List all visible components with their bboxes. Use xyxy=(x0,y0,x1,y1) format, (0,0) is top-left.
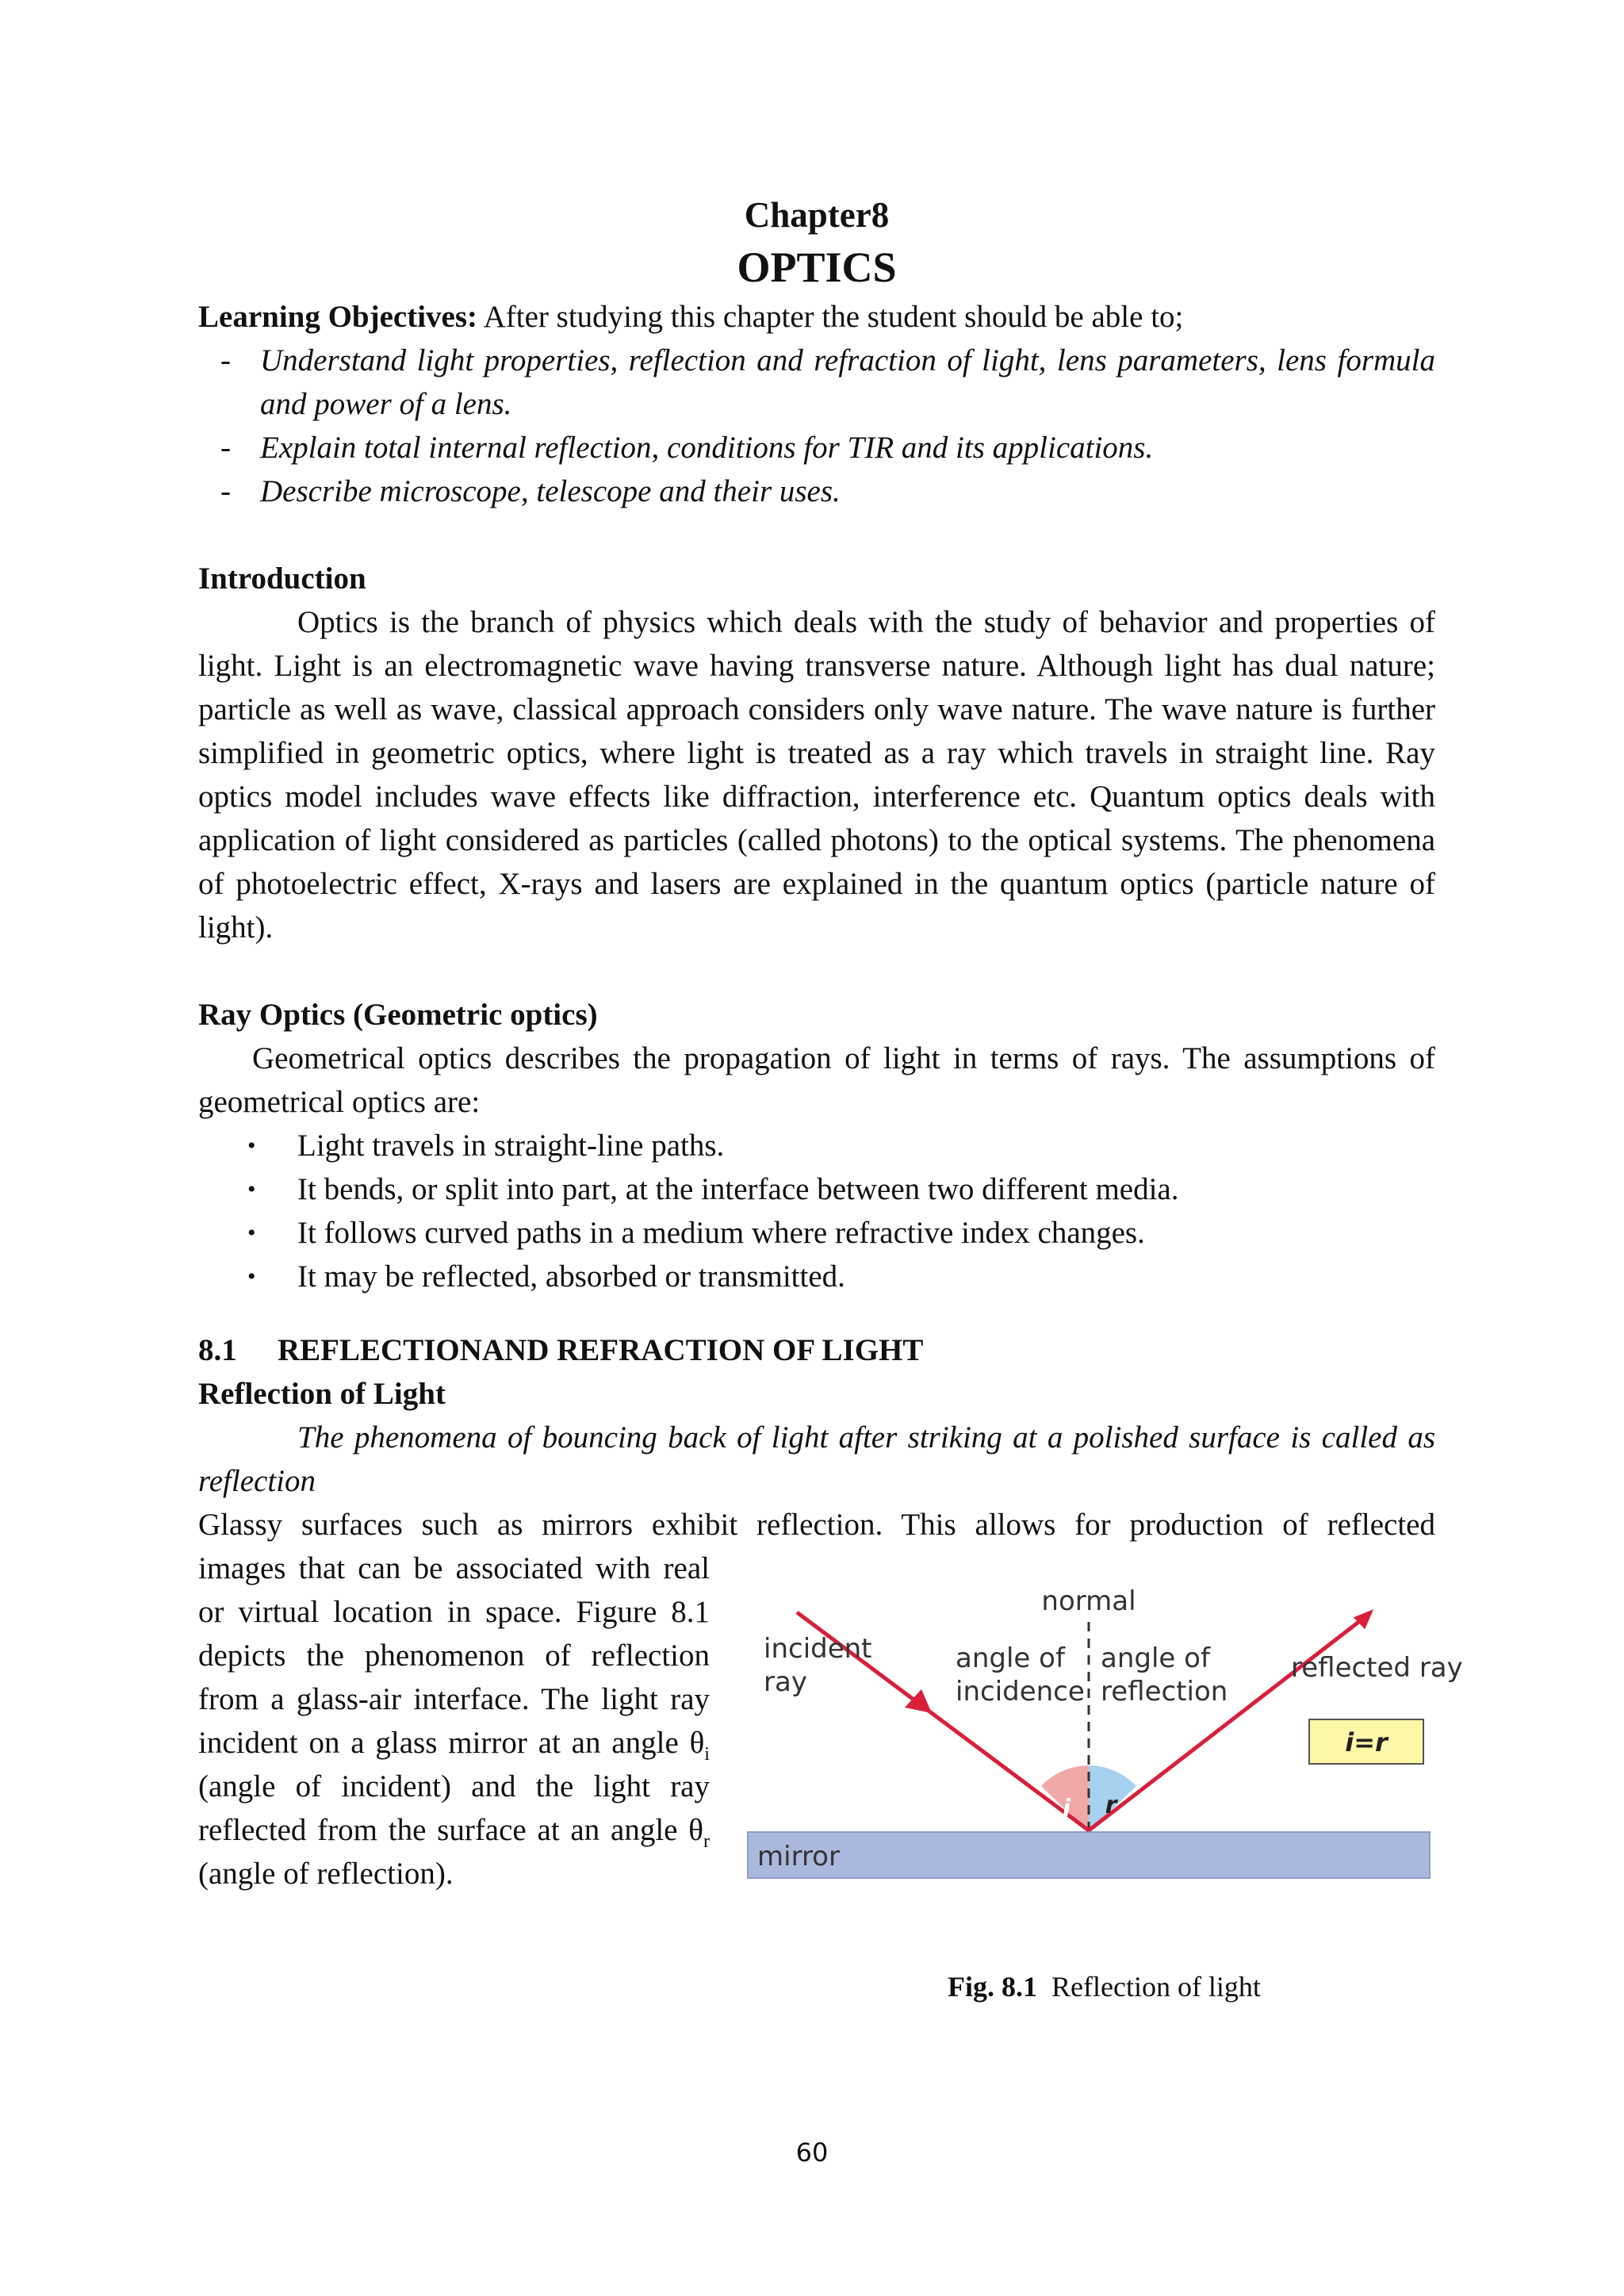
angle-reflection-label-1: angle of xyxy=(1101,1642,1210,1674)
assumption-text: It may be reflected, absorbed or transmitted. xyxy=(297,1259,845,1294)
section-title: REFLECTIONAND REFRACTION OF LIGHT xyxy=(278,1333,924,1367)
chapter-number: Chapter8 xyxy=(744,195,890,235)
ray-optics-heading: Ray Optics (Geometric optics) xyxy=(198,998,598,1032)
assumptions-list xyxy=(198,1124,1435,1298)
incident-label-2: ray xyxy=(764,1666,807,1698)
figure-wrap xyxy=(198,1547,1463,1895)
bullet-marker: • xyxy=(247,1263,256,1290)
reflection-diagram xyxy=(740,1578,1463,1895)
caption-text: Reflection of light xyxy=(1051,1971,1261,2003)
section-heading xyxy=(198,1328,1435,1372)
reflection-subheading: Reflection of Light xyxy=(198,1377,446,1411)
objective-text: Understand light properties, reflection and refraction of light, lens parameters, lens formula and power of a lens. xyxy=(260,343,1435,421)
assumption-item xyxy=(198,1124,1435,1167)
reflection-figure xyxy=(740,1578,1463,1895)
angle-incidence-label-2: incidence xyxy=(956,1676,1085,1708)
chapter-title: OPTICS xyxy=(737,243,897,291)
objectives-paragraph xyxy=(198,295,1435,339)
caption-label: Fig. 8.1 xyxy=(948,1971,1037,2003)
objective-item xyxy=(198,339,1435,426)
assumption-text: It bends, or split into part, at the interface between two different media. xyxy=(297,1172,1179,1206)
section-number: 8.1 xyxy=(198,1333,237,1367)
objective-text: Describe microscope, telescope and their uses. xyxy=(260,474,841,508)
assumption-item xyxy=(198,1255,1435,1298)
normal-label: normal xyxy=(1041,1585,1136,1617)
objectives-lead: After studying this chapter the student should be able to; xyxy=(477,300,1184,334)
bullet-marker: • xyxy=(247,1220,256,1246)
objective-text: Explain total internal reflection, conditions for TIR and its applications. xyxy=(260,431,1154,465)
reflection-paragraph-full: Glassy surfaces such as mirrors exhibit reflection. This allows for production of reflected xyxy=(198,1508,1435,1542)
dash-marker: - xyxy=(220,431,231,465)
introduction-body: Optics is the branch of physics which deals with the study of behavior and properties of light. Light is an electromagnetic wave having transverse nature. Although light has dual nature; particle as well as wave, classical approach considers only wave nature. The wave nature is further simplified in geometric optics, where light is treated as a ray which travels in straight line. Ray optics model includes wave effects like diffraction, interference etc. Quantum optics deals with application of light considered as particles (called photons) to the optical systems. The phenomena of photoelectric effect, X-rays and lasers are explained in the quantum optics (particle nature of light). xyxy=(198,605,1435,945)
mirror-label: mirror xyxy=(757,1841,840,1872)
objective-item xyxy=(198,426,1435,470)
objectives-list xyxy=(198,339,1435,513)
page-content xyxy=(198,190,1463,1895)
assumption-text: Light travels in straight-line paths. xyxy=(297,1129,725,1163)
page-number: 60 xyxy=(795,2137,829,2168)
objectives-heading: Learning Objectives: xyxy=(198,300,478,334)
angle-reflection-label-2: reflection xyxy=(1101,1676,1228,1708)
reflected-arrow-icon xyxy=(1353,1609,1375,1630)
theta-symbol: θ xyxy=(688,1813,703,1847)
subscript-i: i xyxy=(704,1742,710,1765)
dash-marker: - xyxy=(220,474,231,508)
assumption-item xyxy=(198,1211,1435,1255)
subscript-r: r xyxy=(703,1830,710,1852)
assumption-text: It follows curved paths in a medium where refractive index changes. xyxy=(297,1216,1145,1250)
dash-marker: - xyxy=(220,343,231,378)
paragraph-part: images that can be associated with real or virtual location in space. Figure 8.1 depicts the phenomenon of reflection from a glass-air interface. The light ray incident on a glass mirror at an angle xyxy=(198,1551,710,1760)
assumption-item xyxy=(198,1167,1435,1211)
ray-optics-body: Geometrical optics describes the propagation of light in terms of rays. The assumptions of geometrical optics are: xyxy=(198,1041,1435,1119)
introduction-heading: Introduction xyxy=(198,562,366,596)
figure-caption xyxy=(948,1967,1261,2007)
reflected-ray-label: reflected ray xyxy=(1291,1652,1463,1684)
objective-item xyxy=(198,470,1435,513)
paragraph-part: (angle of incident) and the light ray reflected from the surface at an angle xyxy=(198,1769,710,1847)
reflection-definition: The phenomena of bouncing back of light after striking at a polished surface is called as reflection xyxy=(198,1420,1435,1498)
theta-symbol: θ xyxy=(689,1726,705,1760)
bullet-marker: • xyxy=(247,1133,256,1159)
incident-label-1: incident xyxy=(764,1633,872,1665)
equation-text: i=r xyxy=(1345,1727,1388,1757)
incident-arrow-icon xyxy=(905,1689,932,1713)
i-symbol: i xyxy=(1062,1795,1071,1823)
reflection-paragraph-column xyxy=(198,1547,710,1895)
r-symbol: r xyxy=(1105,1792,1117,1819)
mirror-surface xyxy=(748,1832,1430,1878)
angle-incidence-label-1: angle of xyxy=(956,1642,1065,1674)
paragraph-part: (angle of reflection). xyxy=(198,1857,454,1891)
bullet-marker: • xyxy=(247,1176,256,1202)
